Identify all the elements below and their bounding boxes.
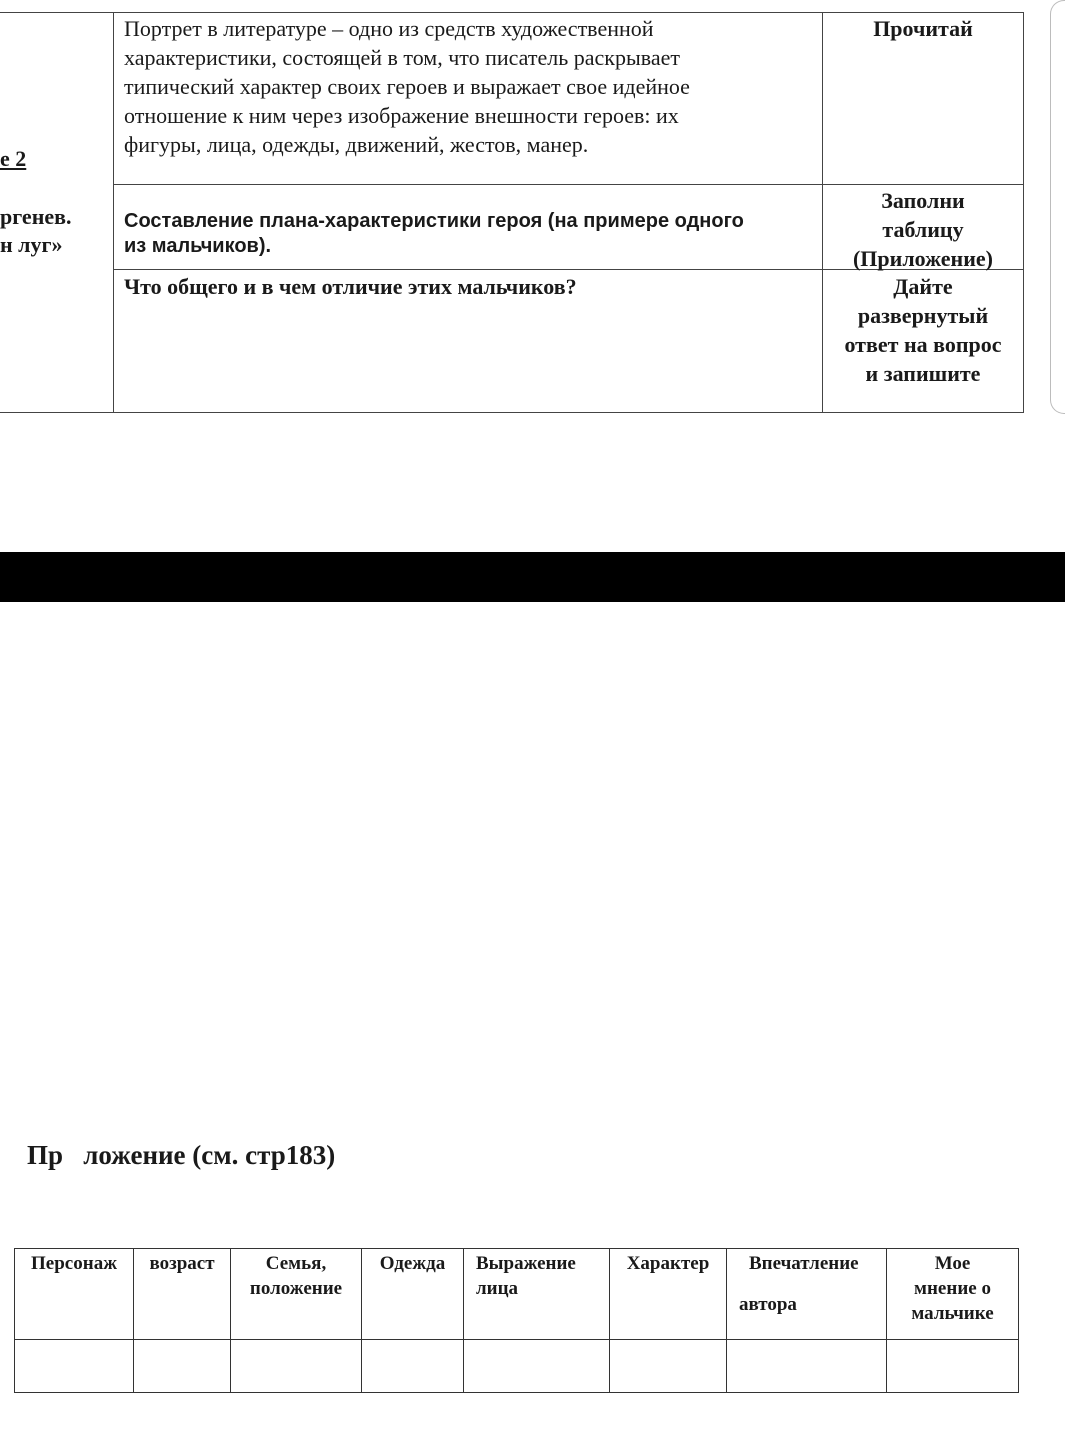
row1-line: отношение к ним через изображение внешности героев: их [124,103,679,128]
row1-line: фигуры, лица, одежды, движений, жестов, манер. [124,132,589,157]
header-clothing: Одежда [362,1249,464,1340]
row3-task-line: и запишите [865,361,981,386]
cell-facial-expression[interactable] [464,1340,610,1393]
header-temperament: Характер [610,1249,727,1340]
left-label-work: н луг» [0,232,63,257]
cell-age[interactable] [134,1340,231,1393]
table-border-bottom [0,412,1024,413]
header-facial-expression: Выражение лица [464,1249,610,1340]
cell-temperament[interactable] [610,1340,727,1393]
table-header-row [15,1249,1019,1340]
row2-line: Составление плана-характеристики героя (на примере одного [124,210,744,232]
row2-content [124,209,814,259]
header-my-opinion: Мое мнение о мальчике [887,1249,1019,1340]
cell-my-opinion[interactable] [887,1340,1019,1393]
row3-task-line: ответ на вопрос [844,332,1002,357]
row3-content: Что общего и в чем отличие этих мальчиков? [124,274,577,299]
row3-task [823,272,1023,388]
table-border-right [1023,12,1024,413]
header-age: возраст [134,1249,231,1340]
left-label-stage: е 2 [0,146,27,171]
row2-task-line: Заполни [881,188,965,213]
row1-task: Прочитай [873,16,973,41]
table-row [15,1340,1019,1393]
header-author-impression: Впечатление автора [727,1249,887,1340]
scrollbar-track[interactable] [1050,0,1065,414]
row2-task [823,186,1023,273]
row3-task-line: Дайте [893,274,953,299]
appendix-table [14,1248,1019,1393]
cell-clothing[interactable] [362,1340,464,1393]
row2-line: из мальчиков). [124,235,272,257]
row2-task-line: (Приложение) [852,246,993,271]
page-separator [0,552,1065,602]
table-border-col1 [113,12,114,413]
row2-task-line: таблицу [882,217,964,242]
header-character: Персонаж [15,1249,134,1340]
cell-family[interactable] [231,1340,362,1393]
table-border-top [0,12,1024,13]
row1-line: Портрет в литературе – одно из средств художественной [124,16,654,41]
row3-task-line: развернутый [857,303,989,328]
row1-line: характеристики, состоящей в том, что писатель раскрывает [124,45,680,70]
row1-content [124,14,814,159]
table-border-row1 [113,184,1024,185]
appendix-title: Пр ложение (см. стр183) [27,1140,336,1170]
header-family: Семья, положение [231,1249,362,1340]
left-label-author: ргенев. [0,204,72,229]
cell-character[interactable] [15,1340,134,1393]
row1-line: типический характер своих героев и выражает свое идейное [124,74,690,99]
cell-author-impression[interactable] [727,1340,887,1393]
